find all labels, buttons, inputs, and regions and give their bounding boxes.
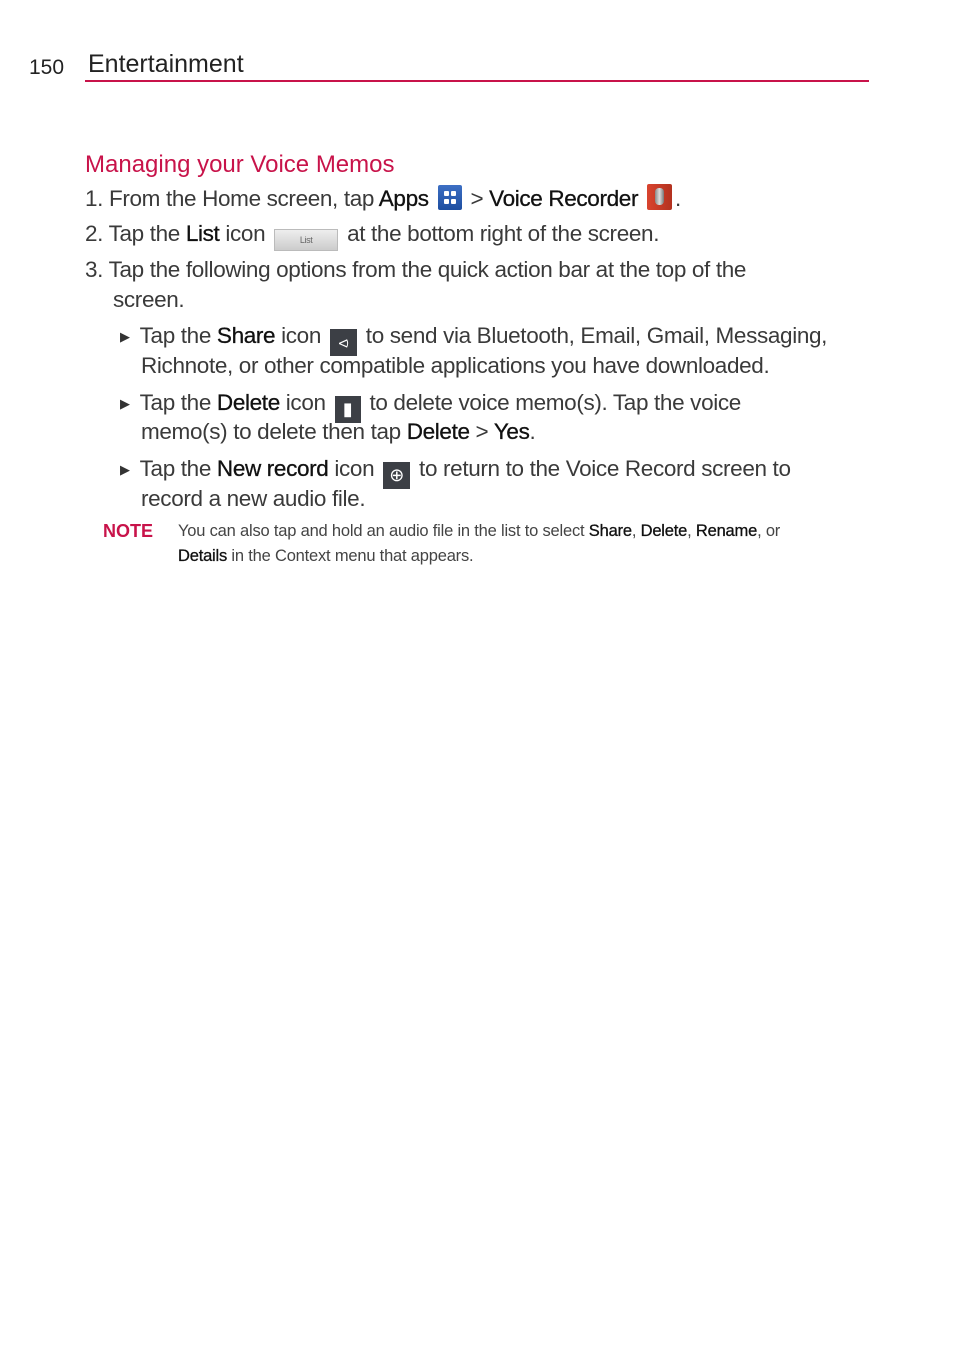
- rename-label: Rename: [695, 522, 758, 540]
- bullet-icon: ▶: [120, 396, 130, 411]
- period: .: [529, 419, 536, 444]
- step-text: at the bottom right of the screen.: [347, 221, 660, 246]
- bullet-text-cont: Richnote, or other compatible applications you have downloaded.: [141, 353, 770, 378]
- apps-icon: [438, 185, 462, 210]
- voice-recorder-icon: [647, 184, 672, 210]
- bullet-text: to send via Bluetooth, Email, Gmail, Messaging,: [359, 323, 828, 348]
- section-title: Entertainment: [88, 50, 244, 78]
- apps-label: Apps: [378, 186, 429, 211]
- bullet-text: icon: [328, 456, 381, 481]
- step-number: 1.: [85, 186, 104, 211]
- note-text: [178, 522, 780, 541]
- bullet-icon: ▶: [120, 462, 130, 477]
- share-label: Share: [216, 323, 276, 348]
- voice-recorder-label: Voice Recorder: [489, 186, 639, 211]
- step-text-cont: screen.: [113, 287, 185, 312]
- delete-label: Delete: [406, 419, 470, 444]
- bullet-text: icon: [275, 323, 327, 348]
- bullet-text: memo(s) to delete then tap: [141, 419, 407, 444]
- bullet-text: icon: [279, 390, 332, 415]
- new-record-label: New record: [216, 456, 329, 481]
- bullet-share: [120, 323, 827, 356]
- list-label: List: [185, 221, 220, 246]
- share-icon: ⪦: [330, 329, 357, 356]
- bullet-text: Tap the: [139, 323, 217, 348]
- step-2: [85, 221, 659, 251]
- details-label: Details: [178, 547, 228, 565]
- bullet-text-cont: record a new audio file.: [141, 486, 366, 511]
- bullet-text: Tap the: [139, 456, 217, 481]
- note-text-part: in the Context menu that appears.: [227, 547, 474, 565]
- note-text-cont: [178, 547, 473, 566]
- trash-icon: ▮: [335, 396, 361, 423]
- step-text: icon: [219, 221, 272, 246]
- note-text-part: ,: [631, 522, 641, 540]
- separator: >: [469, 419, 494, 444]
- subsection-title: Managing your Voice Memos: [85, 151, 395, 178]
- separator: >: [464, 186, 490, 211]
- note-text-part: ,: [687, 522, 696, 540]
- step-text: Tap the following options from the quick action bar at the top of the: [108, 257, 747, 282]
- step-text: Tap the: [108, 221, 186, 246]
- page-number: 150: [29, 56, 65, 79]
- delete-label: Delete: [216, 390, 280, 415]
- step-1: [85, 184, 681, 212]
- note-text-part: , or: [757, 522, 781, 540]
- bullet-text: to return to the Voice Record screen to: [413, 456, 791, 481]
- plus-circle-icon: ⊕: [383, 462, 410, 489]
- share-label: Share: [588, 522, 632, 540]
- yes-label: Yes: [493, 419, 530, 444]
- delete-label: Delete: [640, 522, 688, 540]
- note-label: NOTE: [103, 521, 154, 541]
- step-text: From the Home screen, tap: [108, 186, 379, 211]
- bullet-delete-cont: [141, 419, 535, 445]
- list-icon: List: [274, 229, 338, 251]
- bullet-icon: ▶: [120, 329, 130, 344]
- period: .: [675, 186, 681, 211]
- step-3: [85, 257, 746, 283]
- note-text-part: You can also tap and hold an audio file in the list to select: [178, 522, 589, 540]
- bullet-new-record: [120, 456, 791, 489]
- step-number: 3.: [85, 257, 104, 282]
- step-number: 2.: [85, 221, 104, 246]
- header-rule: [85, 80, 869, 82]
- bullet-text: to delete voice memo(s). Tap the voice: [363, 390, 741, 415]
- bullet-text: Tap the: [139, 390, 217, 415]
